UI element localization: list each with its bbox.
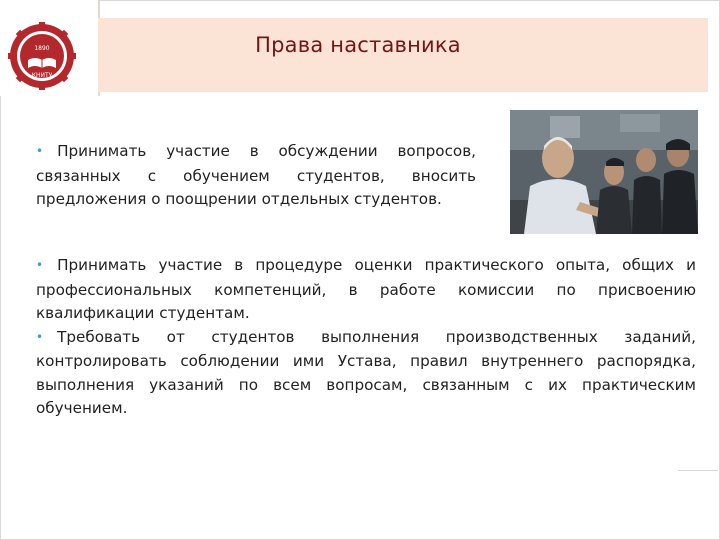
list-item bbox=[36, 254, 696, 326]
bullet-icon: • bbox=[36, 144, 44, 158]
bullet-icon: • bbox=[36, 258, 44, 272]
list-item bbox=[36, 326, 696, 421]
mentor-students-photo bbox=[510, 110, 698, 234]
footer-divider bbox=[678, 470, 718, 471]
paragraph-text: Принимать участие в процедуре оценки практического опыта, общих и профессиональных компетенций, в работе комиссии по присвоению квалификации студентам. bbox=[36, 256, 696, 322]
bullet-icon: • bbox=[36, 329, 44, 344]
university-logo-icon bbox=[8, 22, 76, 90]
text-block-top bbox=[36, 140, 476, 212]
text-block-bottom bbox=[36, 254, 696, 421]
logo-abbr: КНИТУ bbox=[31, 72, 53, 79]
list-item bbox=[36, 140, 476, 212]
paragraph-text: Требовать от студентов выполнения производственных заданий, контролировать соблюдении ими Устава, правил внутреннего распорядка, выполнения указаний по всем вопросам, связанным с их практическим обучением. bbox=[36, 327, 696, 417]
logo-area bbox=[0, 0, 100, 96]
paragraph-text: Принимать участие в обсуждении вопросов, связанных с обучением студентов, вносить предложения о поощрении отдельных студентов. bbox=[36, 142, 476, 208]
logo-year: 1890 bbox=[34, 45, 50, 52]
slide-title: Права наставника bbox=[255, 33, 461, 57]
